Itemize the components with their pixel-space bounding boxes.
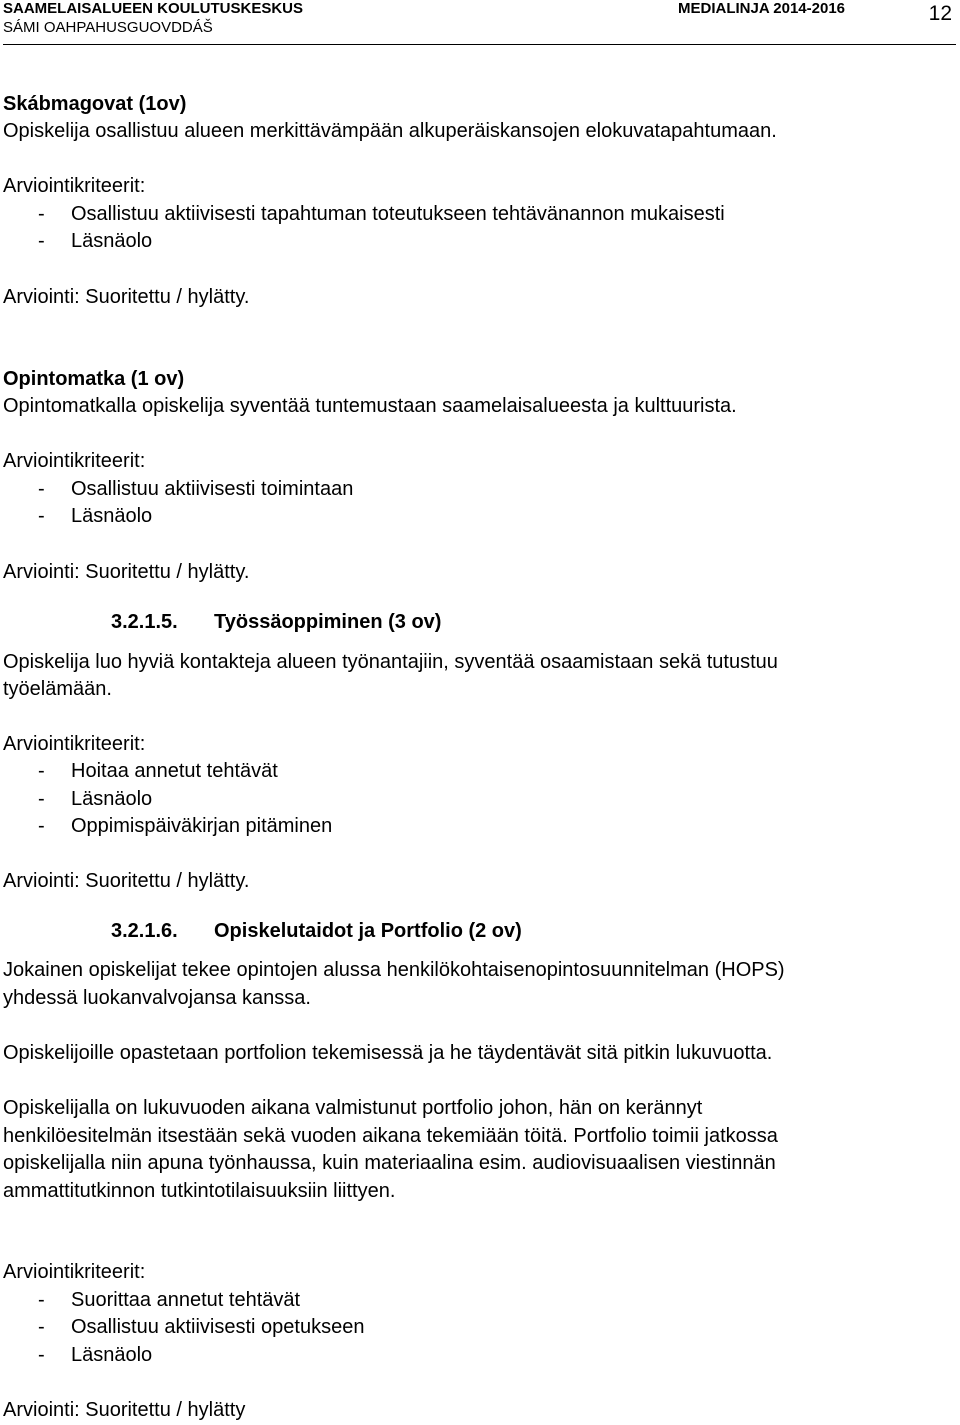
- criteria-item: - Oppimispäiväkirjan pitäminen: [38, 815, 333, 837]
- criteria-item: - Suorittaa annetut tehtävät: [38, 1289, 301, 1311]
- paragraph: Opiskelijoille opastetaan portfolion tekemisessä ja he täydentävät sitä pitkin lukuvuotta.: [3, 1042, 773, 1064]
- criteria-item: - Osallistuu aktiivisesti opetukseen: [38, 1316, 365, 1338]
- paragraph: ammattitutkinnon tutkintotilaisuuksiin liittyen.: [3, 1180, 396, 1202]
- grading-line: Arviointi: Suoritettu / hylätty: [3, 1399, 246, 1421]
- criteria-label: Arviointikriteerit:: [3, 175, 146, 197]
- criteria-label: Arviointikriteerit:: [3, 450, 146, 472]
- paragraph: yhdessä luokanvalvojansa kanssa.: [3, 987, 311, 1009]
- criteria-item: - Osallistuu aktiivisesti tapahtuman toteutukseen tehtävänannon mukaisesti: [38, 203, 725, 225]
- page-header: [0, 0, 960, 44]
- header-divider: [3, 44, 956, 45]
- section-description: Opiskelija luo hyviä kontakteja alueen työnantajiin, syventää osaamistaan sekä tutustuu: [3, 651, 778, 673]
- paragraph: Jokainen opiskelijat tekee opintojen alussa henkilökohtaisenopintosuunnitelman (HOPS): [3, 959, 785, 981]
- criteria-item: - Läsnäolo: [38, 1344, 153, 1366]
- grading-line: Arviointi: Suoritettu / hylätty.: [3, 561, 250, 583]
- section-title-opintomatka: Opintomatka (1 ov): [3, 368, 185, 390]
- criteria-label: Arviointikriteerit:: [3, 733, 146, 755]
- criteria-label: Arviointikriteerit:: [3, 1261, 146, 1283]
- grading-line: Arviointi: Suoritettu / hylätty.: [3, 286, 250, 308]
- criteria-item: - Läsnäolo: [38, 230, 153, 252]
- paragraph: Opiskelijalla on lukuvuoden aikana valmistunut portfolio johon, hän on kerännyt: [3, 1097, 703, 1119]
- section-title-skabmagovat: Skábmagovat (1ov): [3, 93, 187, 115]
- section-description: työelämään.: [3, 678, 112, 700]
- page-number: 12: [928, 2, 952, 25]
- header-organization: SAAMELAISALUEEN KOULUTUSKESKUS: [3, 0, 304, 17]
- criteria-item: - Hoitaa annetut tehtävät: [38, 760, 278, 782]
- section-description: Opiskelija osallistuu alueen merkittävämpään alkuperäiskansojen elokuvatapahtumaan.: [3, 120, 777, 142]
- header-organization-sami: SÁMI OAHPAHUSGUOVDDÁŠ: [3, 19, 213, 36]
- grading-line: Arviointi: Suoritettu / hylätty.: [3, 870, 250, 892]
- header-program: MEDIALINJA 2014-2016: [678, 0, 846, 17]
- criteria-item: - Läsnäolo: [38, 788, 153, 810]
- section-description: Opintomatkalla opiskelija syventää tuntemustaan saamelaisalueesta ja kulttuurista.: [3, 395, 737, 417]
- section-heading-portfolio: 3.2.1.6. Opiskelutaidot ja Portfolio (2 ov): [111, 920, 522, 942]
- criteria-item: - Läsnäolo: [38, 505, 153, 527]
- section-heading-tyossaoppiminen: 3.2.1.5. Työssäoppiminen (3 ov): [111, 611, 442, 633]
- paragraph: henkilöesitelmän itsestään sekä vuoden aikana tekemiään töitä. Portfolio toimii jatkossa: [3, 1125, 778, 1147]
- paragraph: opiskelijalla niin apuna työnhaussa, kuin materiaalina esim. audiovisuaalisen viestinnän: [3, 1152, 776, 1174]
- criteria-item: - Osallistuu aktiivisesti toimintaan: [38, 478, 354, 500]
